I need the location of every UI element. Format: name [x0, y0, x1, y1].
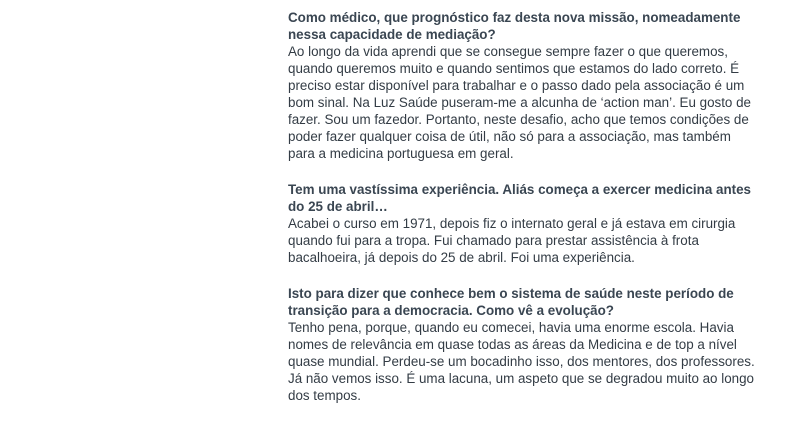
qa-block-3 [288, 285, 758, 404]
interview-article [288, 9, 758, 423]
interview-question: Isto para dizer que conhece bem o sistema de saúde neste período de transição para a democracia. Como vê a evolução? [288, 286, 734, 318]
interview-question: Tem uma vastíssima experiência. Aliás começa a exercer medicina antes do 25 de abril… [288, 182, 751, 214]
interview-question: Como médico, que prognóstico faz desta nova missão, nomeadamente nessa capacidade de mediação? [288, 10, 741, 42]
interview-answer: Ao longo da vida aprendi que se consegue sempre fazer o que queremos, quando queremos muito e quando sentimos que estamos do lado correto. É preciso estar disponível para trabalhar e o passo dado pela associação é um bom sinal. Na Luz Saúde puseram-me a alcunha de ‘action man’. Eu gosto de fazer. Sou um fazedor. Portanto, neste desafio, acho que temos condições de poder fazer qualquer coisa de útil, não só para a associação, mas também para a medicina portuguesa em geral. [288, 44, 751, 161]
interview-answer: Tenho pena, porque, quando eu comecei, havia uma enorme escola. Havia nomes de relevância em quase todas as áreas da Medicina e de top a nível quase mundial. Perdeu-se um bocadinho isso, dos mentores, dos professores. Já não vemos isso. É uma lacuna, um aspeto que se degradou muito ao longo dos tempos. [288, 320, 755, 403]
qa-block-2 [288, 181, 758, 266]
qa-block-1 [288, 9, 758, 162]
interview-answer: Acabei o curso em 1971, depois fiz o internato geral e já estava em cirurgia quando fui para a tropa. Fui chamado para prestar assistência à frota bacalhoeira, já depois do 25 de abril. Foi uma experiência. [288, 216, 736, 265]
